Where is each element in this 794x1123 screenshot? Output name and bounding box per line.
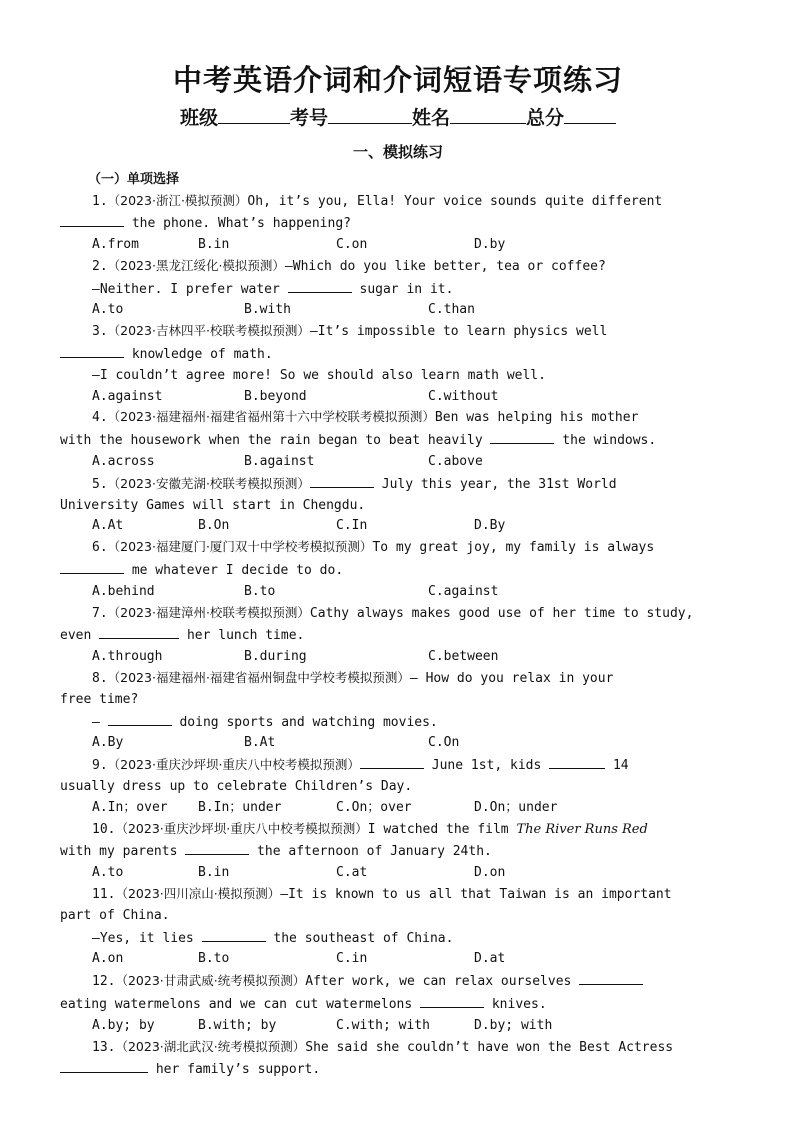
- class-blank[interactable]: [218, 105, 290, 124]
- option-a[interactable]: A.behind: [92, 583, 155, 599]
- options-row: [60, 387, 736, 408]
- question-source: （2023·甘肃武威·统考模拟预测）: [115, 973, 306, 989]
- option-a[interactable]: A.from: [92, 237, 139, 253]
- section-title: 一、模拟练习: [352, 143, 443, 161]
- option-c[interactable]: C.with; with: [336, 1017, 430, 1033]
- question-text: I watched the film: [367, 821, 517, 837]
- question-text: After work, we can relax ourselves: [305, 974, 580, 990]
- question-number: 3.: [92, 324, 108, 340]
- option-d[interactable]: D.at: [474, 951, 506, 967]
- option-b[interactable]: B.to: [244, 583, 276, 599]
- question-text: —: [92, 714, 108, 730]
- options-row: [60, 798, 736, 819]
- options-row: [60, 235, 736, 256]
- question-text: Oh, it’s you, Ella! Your voice sounds quite different: [247, 193, 663, 209]
- question-10: [60, 819, 736, 884]
- question-text: the afternoon of January 24th.: [249, 844, 492, 860]
- option-c[interactable]: C.in: [336, 951, 368, 967]
- answer-blank[interactable]: [60, 212, 124, 227]
- question-text: knives.: [484, 996, 547, 1012]
- question-source: （2023·四川凉山·模拟预测）: [115, 886, 281, 901]
- option-b[interactable]: B.In；under: [198, 799, 282, 815]
- answer-blank[interactable]: [490, 429, 554, 444]
- options-row: [60, 647, 736, 668]
- question-number: 1.: [92, 193, 108, 209]
- option-c[interactable]: C.On；over: [336, 799, 412, 815]
- question-text: —It is known to us all that Taiwan is an important: [280, 887, 672, 902]
- answer-blank[interactable]: [99, 624, 179, 639]
- score-label: 总分: [526, 107, 565, 129]
- question-number: 10.: [92, 821, 116, 837]
- option-b[interactable]: B.At: [244, 735, 276, 751]
- question-text: University Games will start in Chengdu.: [60, 497, 366, 513]
- option-a[interactable]: A.By: [92, 735, 124, 751]
- question-number: 2.: [92, 258, 108, 274]
- answer-blank[interactable]: [60, 1058, 148, 1073]
- option-b[interactable]: B.during: [244, 649, 307, 665]
- option-a[interactable]: A.across: [92, 454, 155, 470]
- answer-blank-2[interactable]: [420, 993, 484, 1008]
- question-text: Cathy always makes good use of her time to study,: [309, 605, 694, 621]
- question-text: usually dress up to celebrate Children’s Day.: [60, 779, 413, 795]
- class-label: 班级: [179, 107, 218, 129]
- question-source: （2023·黑龙江绥化·模拟预测）: [107, 257, 285, 273]
- option-b[interactable]: B.with: [244, 302, 291, 318]
- worksheet-page: [60, 60, 736, 1081]
- question-11: [60, 884, 736, 970]
- option-c[interactable]: C.on: [336, 237, 368, 253]
- question-source: （2023·安徽芜湖·校联考模拟预测）: [107, 475, 310, 491]
- answer-blank[interactable]: [310, 473, 374, 488]
- name-label: 姓名: [412, 107, 451, 129]
- options-row: [60, 582, 736, 603]
- options-row: [60, 1016, 736, 1037]
- option-d[interactable]: D.By: [474, 518, 506, 534]
- option-a[interactable]: A.by; by: [92, 1017, 155, 1033]
- answer-blank-2[interactable]: [549, 754, 605, 769]
- option-c[interactable]: C.without: [428, 388, 499, 404]
- question-text: the windows.: [554, 433, 657, 449]
- option-a[interactable]: A.on: [92, 951, 124, 967]
- question-text: June 1st, kids: [423, 758, 550, 774]
- question-text: with the housework when the rain began to beat heavily: [60, 433, 491, 449]
- name-blank[interactable]: [450, 105, 526, 124]
- question-1: [60, 191, 736, 256]
- options-row: [60, 516, 736, 537]
- option-d[interactable]: D.by; with: [474, 1017, 553, 1033]
- question-text: —I couldn’t agree more! So we should also learn math well.: [92, 367, 546, 383]
- question-2: [60, 256, 736, 321]
- option-c[interactable]: C.against: [428, 583, 499, 599]
- question-text: her family’s support.: [148, 1062, 321, 1078]
- question-number: 9.: [92, 758, 108, 774]
- question-12: [60, 970, 736, 1036]
- options-row: [60, 949, 736, 970]
- option-c[interactable]: C.between: [428, 649, 499, 665]
- options-row: [60, 452, 736, 473]
- question-5: [60, 473, 736, 537]
- option-b[interactable]: B.in: [198, 237, 230, 253]
- question-text: — How do you relax in your: [409, 671, 614, 687]
- page-title: 中考英语介词和介词短语专项练习: [172, 63, 623, 97]
- question-text: the southeast of China.: [265, 930, 454, 946]
- question-text: me whatever I decide to do.: [124, 563, 344, 579]
- question-source: （2023·福建福州·福建省福州铜盘中学校考模拟预测）: [107, 670, 410, 686]
- option-b[interactable]: B.beyond: [244, 388, 307, 404]
- question-source: （2023·福建厦门·厦门双十中学校考模拟预测）: [107, 539, 373, 555]
- score-blank[interactable]: [564, 105, 616, 124]
- question-text: 14: [605, 758, 629, 774]
- question-7: [60, 603, 736, 668]
- question-text: She said she couldn’t have won the Best Actress: [305, 1039, 674, 1055]
- question-number: 8.: [92, 671, 108, 687]
- option-d[interactable]: D.On；under: [474, 799, 558, 815]
- option-a[interactable]: A.against: [92, 388, 163, 404]
- options-row: [60, 300, 736, 321]
- answer-blank[interactable]: [202, 927, 266, 942]
- option-c[interactable]: C.at: [336, 865, 368, 881]
- option-d[interactable]: D.on: [474, 865, 506, 881]
- answer-blank[interactable]: [108, 711, 172, 726]
- question-text: eating watermelons and we can cut watermelons: [60, 996, 421, 1012]
- question-number: 11.: [92, 887, 116, 902]
- options-row: [60, 863, 736, 884]
- question-text: free time?: [60, 691, 139, 707]
- question-text: part of China.: [60, 907, 170, 923]
- exam-no-blank[interactable]: [328, 105, 412, 124]
- question-text: sugar in it.: [351, 281, 454, 297]
- question-source: （2023·吉林四平·校联考模拟预测）: [107, 323, 310, 339]
- option-d[interactable]: D.by: [474, 237, 506, 253]
- question-9: [60, 754, 736, 818]
- option-b[interactable]: B.On: [198, 518, 230, 534]
- question-text: the phone. What’s happening?: [124, 216, 351, 232]
- option-c[interactable]: C.On: [428, 735, 460, 751]
- question-text: —Neither. I prefer water: [92, 281, 288, 297]
- question-number: 13.: [92, 1039, 116, 1055]
- option-a[interactable]: A.In；over: [92, 799, 168, 815]
- question-13: [60, 1037, 736, 1082]
- answer-blank-1[interactable]: [360, 754, 424, 769]
- question-number: 5.: [92, 476, 108, 492]
- question-number: 7.: [92, 605, 108, 621]
- question-source: （2023·福建漳州·校联考模拟预测）: [107, 604, 310, 620]
- answer-blank[interactable]: [288, 278, 352, 293]
- answer-blank-1[interactable]: [579, 970, 643, 985]
- answer-blank[interactable]: [185, 840, 249, 855]
- question-source: （2023·浙江·模拟预测）: [107, 192, 248, 208]
- question-8: [60, 668, 736, 754]
- question-number: 12.: [92, 974, 116, 990]
- question-text: —Which do you like better, tea or coffee?: [284, 258, 606, 274]
- question-source: （2023·福建福州·福建省福州第十六中学校联考模拟预测）: [107, 409, 435, 425]
- answer-blank[interactable]: [60, 559, 124, 574]
- option-c[interactable]: C.In: [336, 518, 368, 534]
- option-c[interactable]: C.than: [428, 302, 475, 318]
- question-source: （2023·重庆沙坪坝·重庆八中校考模拟预测）: [107, 757, 360, 773]
- question-text: —Yes, it lies: [92, 930, 202, 946]
- option-b[interactable]: B.against: [244, 454, 315, 470]
- question-number: 4.: [92, 410, 108, 426]
- student-info-row: [60, 104, 736, 132]
- option-b[interactable]: B.to: [198, 951, 230, 967]
- film-title: The River Runs Red: [516, 821, 648, 837]
- option-a[interactable]: A.through: [92, 649, 163, 665]
- question-text: her lunch time.: [179, 628, 305, 644]
- question-text: Ben was helping his mother: [434, 410, 639, 426]
- question-source: （2023·湖北武汉·统考模拟预测）: [115, 1038, 306, 1054]
- option-a[interactable]: A.to: [92, 302, 124, 318]
- option-a[interactable]: A.At: [92, 518, 124, 534]
- subsection-title: （一）单项选择: [88, 172, 180, 187]
- exam-no-label: 考号: [289, 107, 328, 129]
- question-text: even: [60, 628, 100, 644]
- question-text: July this year, the 31st World: [373, 476, 617, 492]
- question-3: [60, 321, 736, 407]
- question-4: [60, 407, 736, 472]
- question-text: doing sports and watching movies.: [171, 714, 438, 730]
- option-c[interactable]: C.above: [428, 454, 483, 470]
- option-b[interactable]: B.in: [198, 865, 230, 881]
- question-text: To my great joy, my family is always: [372, 540, 655, 556]
- answer-blank[interactable]: [60, 343, 124, 358]
- question-6: [60, 537, 736, 602]
- question-source: （2023·重庆沙坪坝·重庆八中校考模拟预测）: [115, 820, 368, 836]
- options-row: [60, 733, 736, 754]
- question-number: 6.: [92, 540, 108, 556]
- question-text: —It’s impossible to learn physics well: [309, 324, 608, 340]
- option-a[interactable]: A.to: [92, 865, 124, 881]
- question-text: with my parents: [60, 844, 186, 860]
- question-text: knowledge of math.: [124, 347, 273, 363]
- option-b[interactable]: B.with; by: [198, 1017, 277, 1033]
